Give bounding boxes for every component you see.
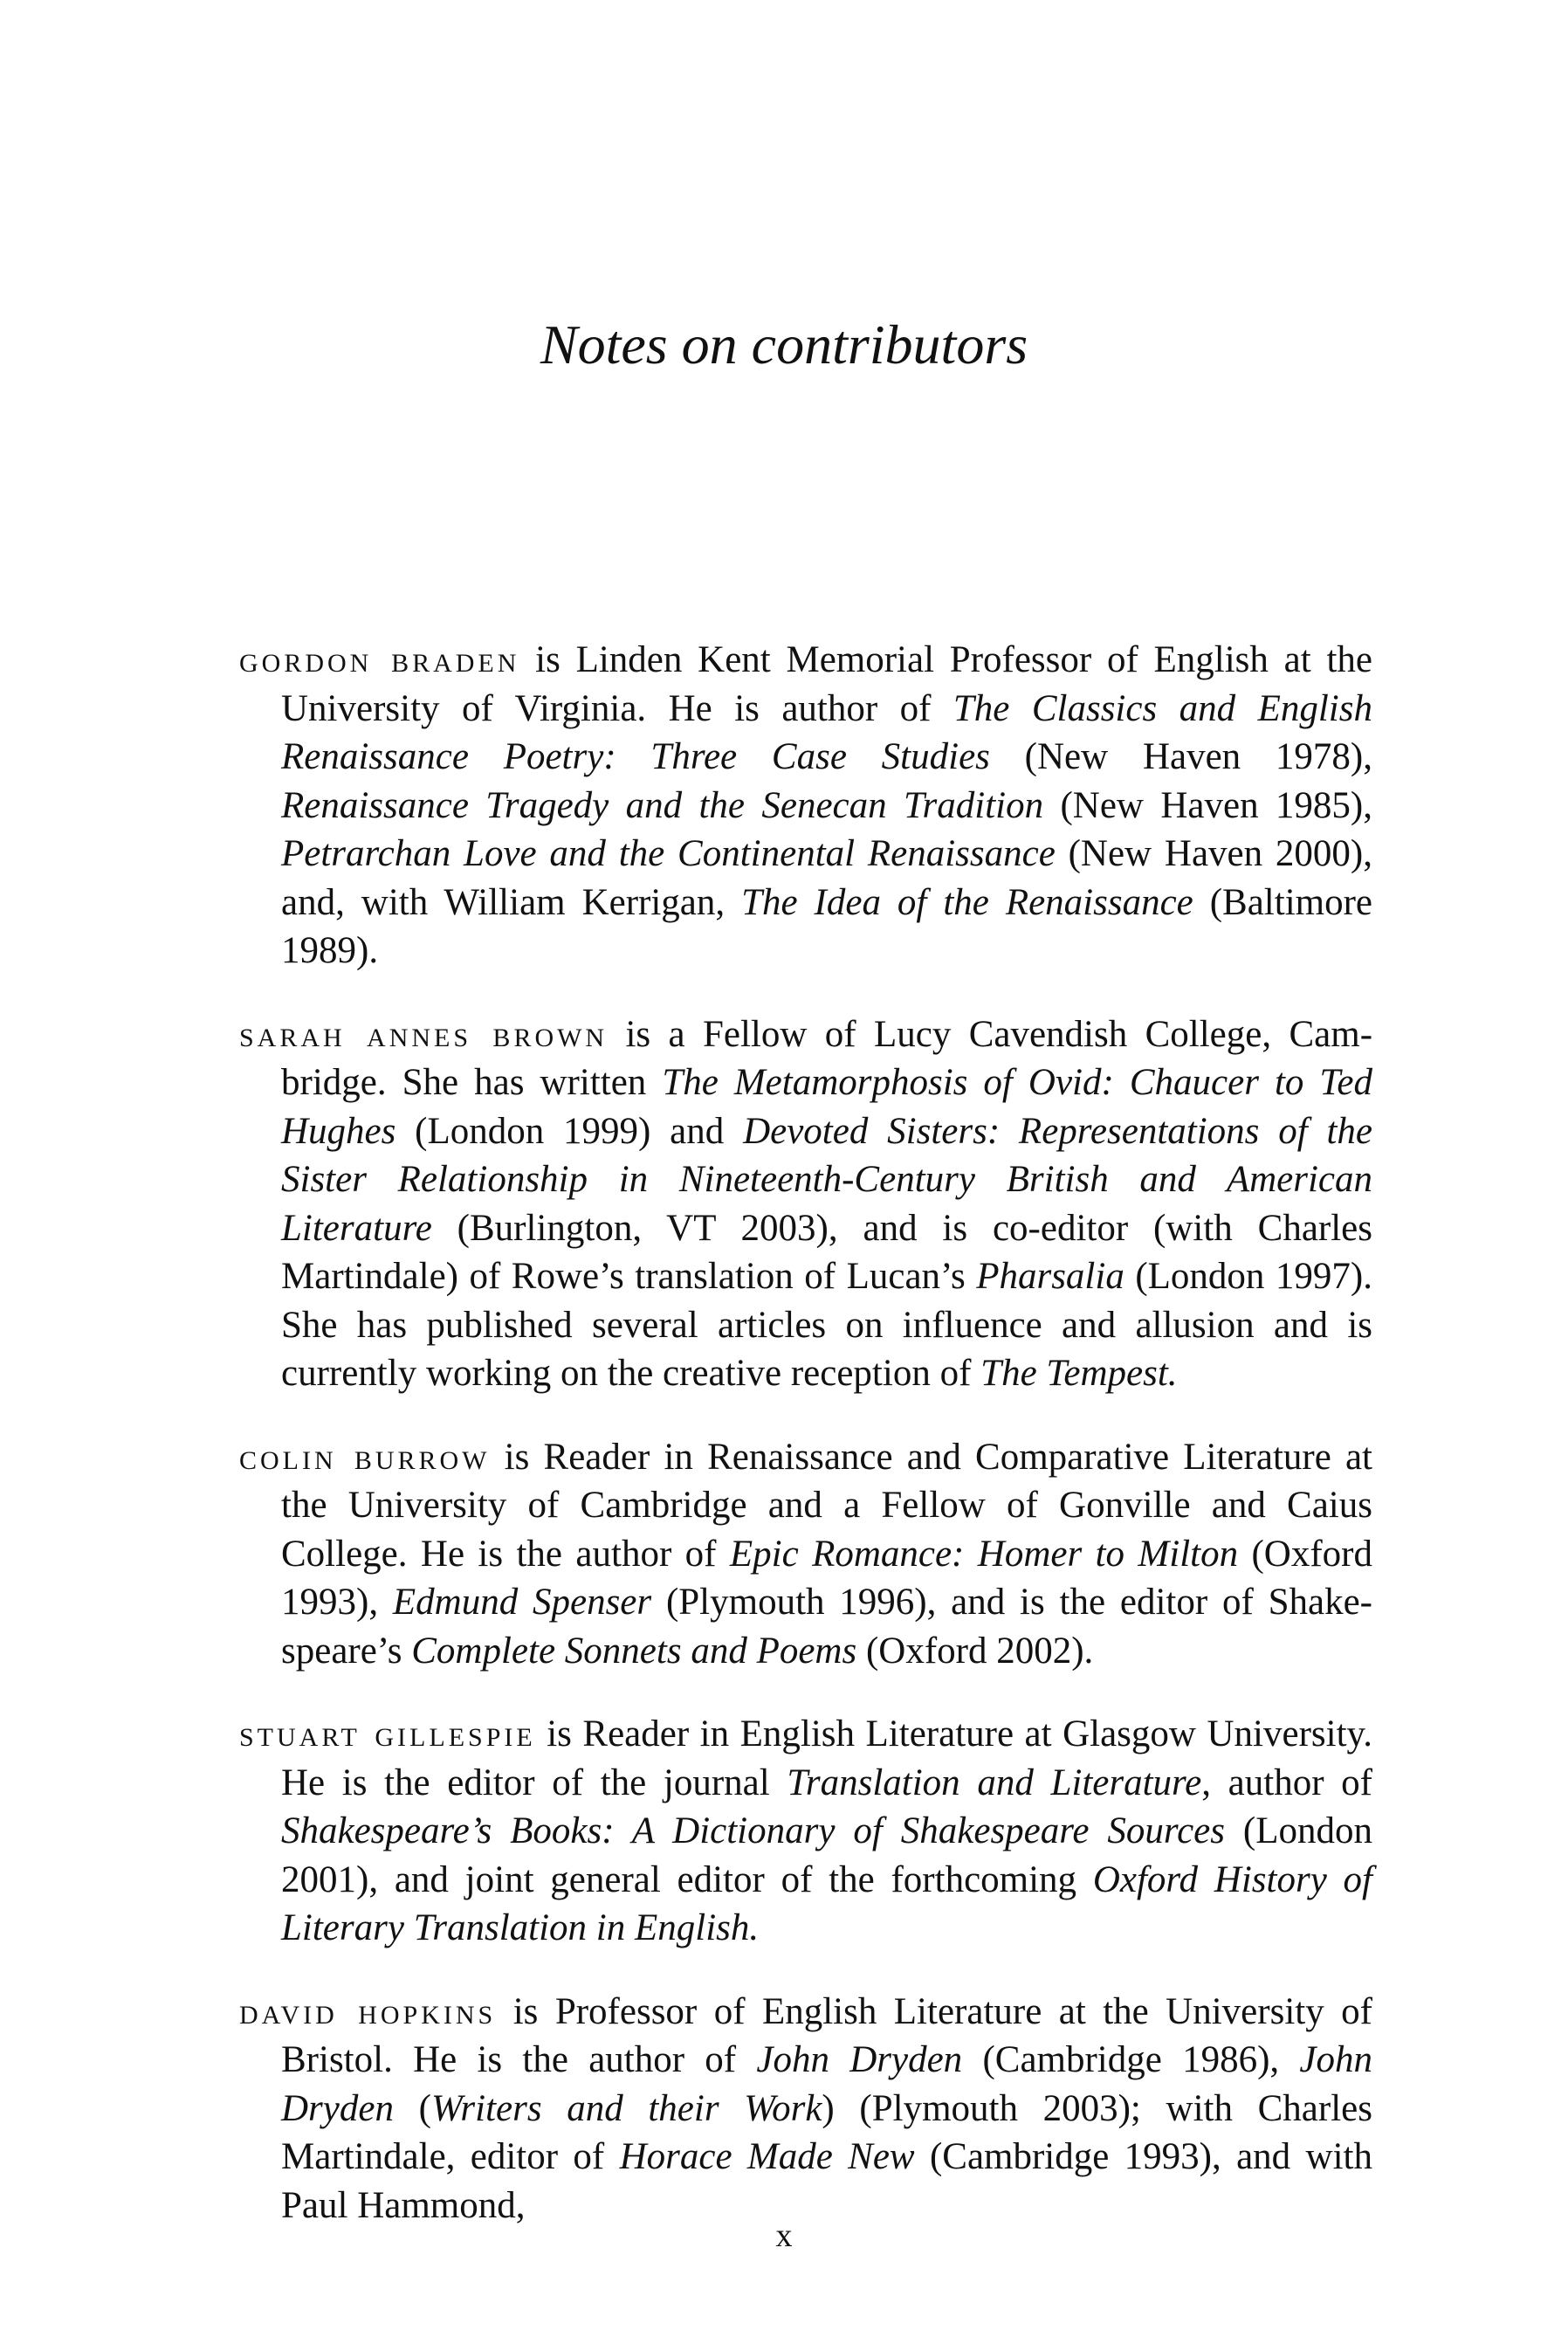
bio-segment: (Oxford 2002). [856,1630,1094,1672]
bio-segment-title: Translation and Literature [787,1762,1202,1803]
bio-segment-title: Pharsalia [976,1256,1124,1297]
bio-segment: (New Haven 1978), [989,736,1372,777]
bio-segment: (Cambridge 1993), and with Paul Hammond, [281,2136,1372,2226]
contributor-entry [239,1988,1372,2230]
bio-segment-title: The Classics and English Renaissance Poetry: Three Case Studies [281,687,1372,777]
bio-segment-title: Epic Romance: Homer to Milton [729,1533,1239,1575]
bio-segment: (London 2001), and joint general editor of the forthcoming [281,1810,1372,1900]
bio-segment-title: Petrarchan Love and the Continental Renaissance [281,833,1056,874]
contributor-entry [239,1010,1372,1398]
contributor-entry [239,1433,1372,1676]
bio-segment-title: Edmund Spenser [392,1582,652,1623]
bio-segment: (New Haven 1985), [1043,784,1372,826]
contributor-name: stuart gillespie [239,1713,536,1755]
bio-segment: is Professor of English Literature at the University of Bristol. He is the author of [281,1990,1372,2080]
contributor-list [239,636,1372,2230]
bio-segment-title: Horace Made New [619,2136,915,2177]
bio-segment-title: Writers and their Work [430,2087,822,2129]
bio-segment-title: The Metamorphosis of Ovid: Chaucer to Ted Hughes [281,1062,1372,1152]
bio-segment: (Burlington, VT 2003), and is co-editor (with Charles Martindale) of Rowe’s translation of Lucan’s [281,1207,1372,1297]
bio-segment-title: John Dryden [756,2039,963,2080]
bio-segment: is Linden Kent Memorial Professor of English at the University of Virginia. He is author of [281,639,1372,729]
bio-segment: ( [393,2087,431,2129]
bio-segment: ) (Plymouth 2003); with Charles Martindale, editor of [281,2087,1372,2177]
contributor-name: colin burrow [239,1436,491,1478]
page-number: x [775,2217,793,2254]
contributor-entry [239,636,1372,976]
bio-segment-title: The Tempest. [980,1353,1178,1394]
bio-segment: (New Haven 2000), and, with William Kerrigan, [281,833,1372,923]
bio-segment-title: Shakespeare’s Books: A Dictionary of Shakespeare Sources [281,1810,1225,1851]
bio-segment: (Oxford 1993), [281,1533,1372,1623]
bio-segment: (London 1997). She has published several articles on influence and allusion and is currently working on the creative reception of [281,1256,1372,1394]
bio-segment: , author of [1201,1762,1372,1803]
bio-segment: (Cambridge 1986), [962,2039,1300,2080]
bio-segment: is Reader in Renaissance and Comparative Literature at the University of Cambridge and a Fellow of Gonville and Caius College. He is the author of [281,1436,1372,1575]
bio-segment-title: Renaissance Tragedy and the Senecan Tradition [281,784,1044,826]
bio-segment-title: Complete Sonnets and Poems [411,1630,857,1672]
contributor-name: sarah annes brown [239,1013,609,1055]
bio-segment: is a Fellow of Lucy Cavendish College, Cambridge. She has written [281,1013,1373,1103]
bio-segment: (Plymouth 1996), and is the editor of Shakespeare’s [281,1582,1372,1672]
contributor-name: david hopkins [239,1990,497,2032]
bio-segment-title: Oxford History of Literary Translation in English. [281,1858,1373,1948]
contributor-name: gordon braden [239,639,520,680]
bio-segment-title: Devoted Sisters: Representations of the Sister Relationship in Nineteenth-Century British and American Literature [281,1110,1372,1249]
bio-segment: is Reader in English Literature at Glasgow University. He is the editor of the journal [281,1713,1372,1803]
bio-segment-title: The Idea of the Renaissance [741,881,1193,923]
bio-segment: (London 1999) and [395,1110,744,1152]
bio-segment: (Baltimore 1989). [281,881,1373,971]
page-title: Notes on contributors [540,314,1028,376]
contributor-entry [239,1710,1372,1953]
bio-segment-title: John Dryden [281,2039,1372,2129]
